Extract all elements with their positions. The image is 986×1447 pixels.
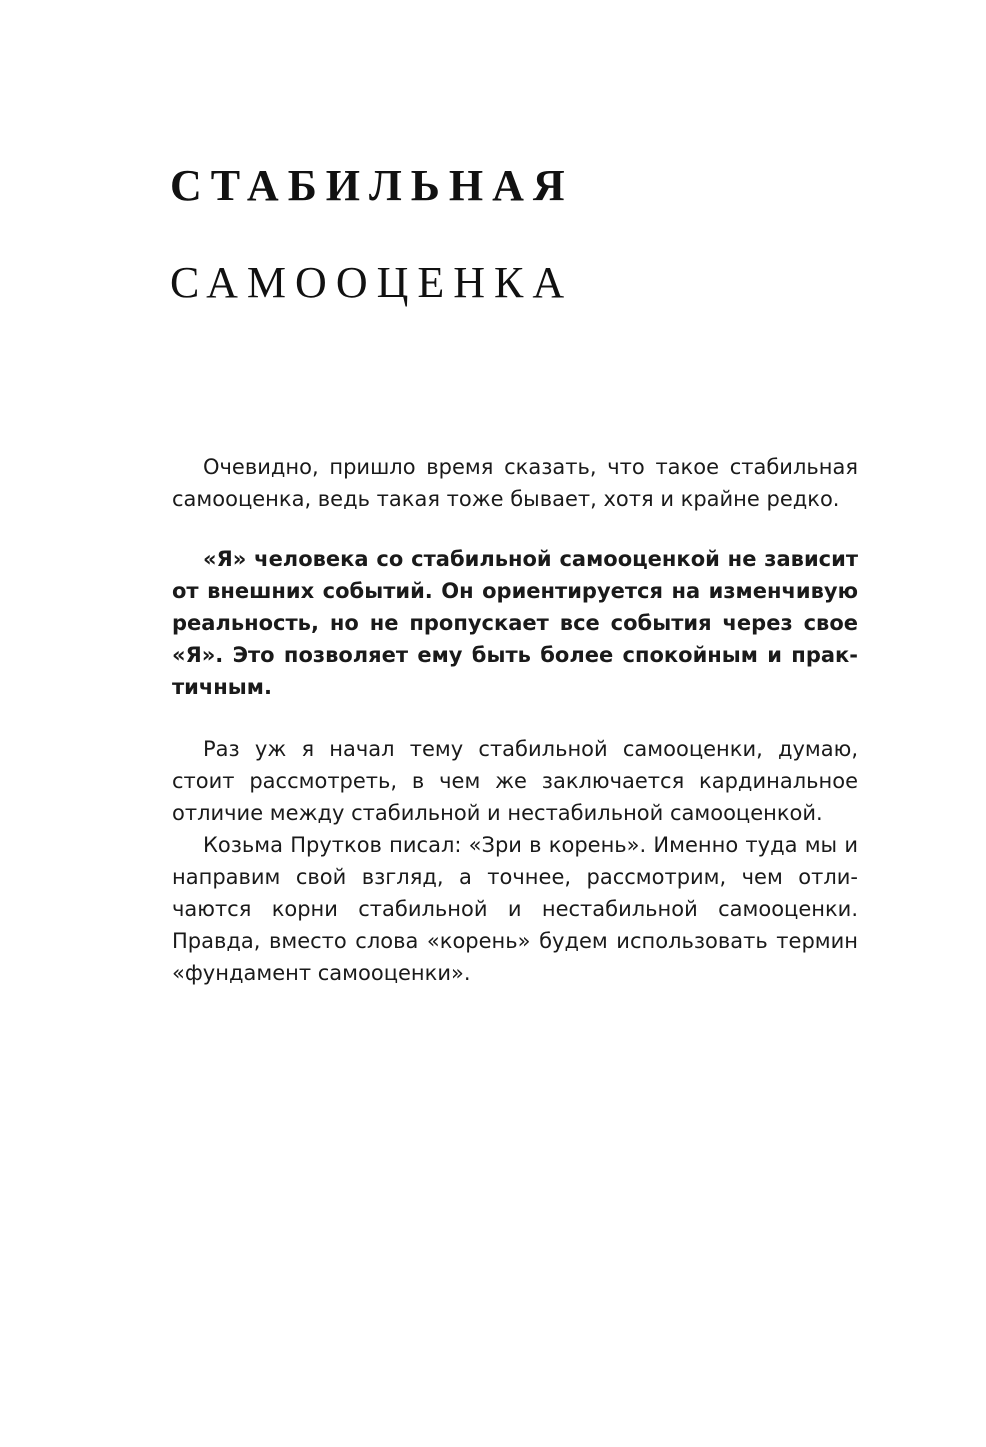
chapter-title-line-1: СТАБИЛЬНАЯ [170,161,574,210]
paragraph-quote: Козьма Прутков писал: «Зри в корень». Именно туда мы и направим свой взгляд, а точнее, рассмотрим, чем отличаются корни стабильной и нестабильной самооценки. Правда, вместо слова «корень» будем использовать термин «фундамент самооценки». [172,833,858,985]
paragraph-highlight-block [172,543,858,703]
paragraph-highlight: «Я» человека со стабильной самооценкой не зависит от внешних событий. Он ориентируется на изменчивую реальность, но не пропускает все события через свое «Я». Это позволяет ему быть более спокойным и практичным. [172,547,858,699]
paragraph-intro-block [172,451,858,515]
paragraph-difference: Раз уж я начал тему стабильной самооценки, думаю, стоит рассмотреть, в чем же заключается кардинальное отличие между стабильной и нестабильной самооценкой. [172,737,858,825]
paragraph-continuation-block [172,733,858,989]
paragraph-intro: Очевидно, пришло время сказать, что такое стабильная самооценка, ведь такая тоже бывает, хотя и крайне редко. [172,455,858,511]
chapter-title-line-2: САМООЦЕНКА [170,258,574,307]
